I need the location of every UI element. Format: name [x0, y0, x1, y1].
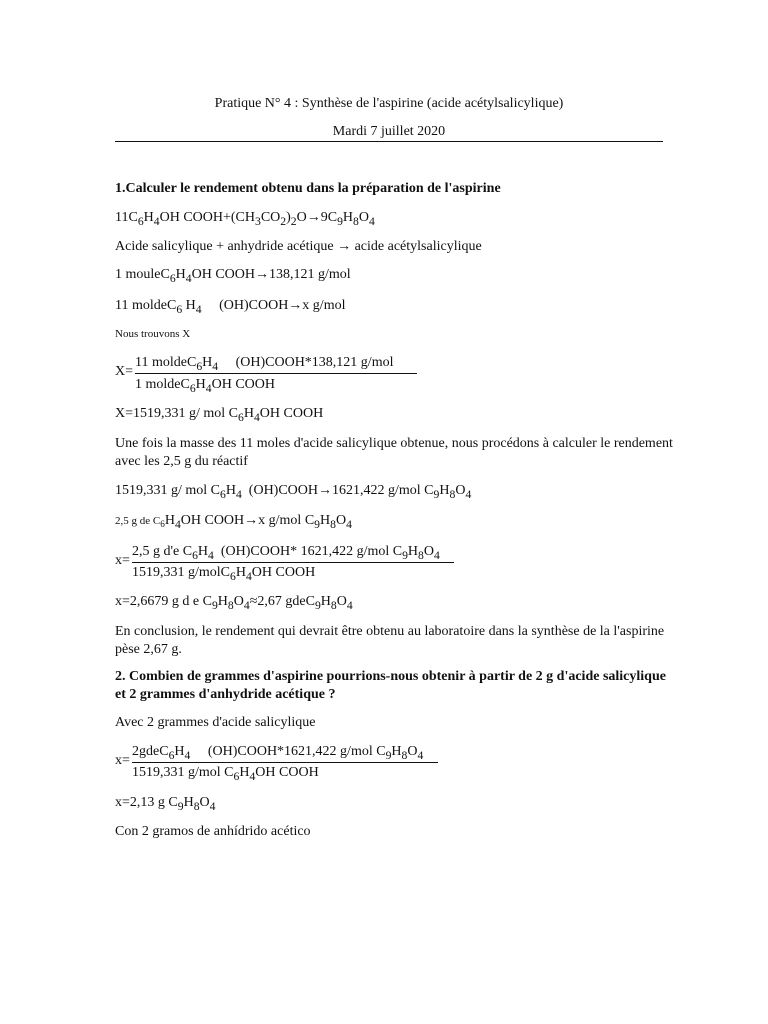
fraction-numerator: $2gdeC_6H_4$ (OH)COOH*1621,422 g/mol $C_9H_8O_4$ [132, 744, 424, 762]
reactant-line: 2,5 g de $C_6H_4OH$ COOH→x g/mol $C_9H_8O_4$ [115, 513, 352, 531]
result-x-3: x=2,13 g $C_9H_8O_4$ [115, 795, 216, 813]
document-date: Mardi 7 juillet 2020 [332, 124, 446, 139]
eleven-mole-line: 11 moldeC$_6$ $H_4$ (OH)COOH→x g/mol [115, 298, 346, 316]
paragraph-conclusion: En conclusion, le rendement qui devrait être obtenu au laboratoire dans la synthèse de la l'aspirine pèse 2,67 g. [115, 624, 665, 657]
fraction-denominator: 1 $moldeC_6H_4OH$ COOH [135, 377, 276, 395]
fraction-bar [132, 562, 454, 563]
fraction-numerator: 2,5 g d'e $C_6H_4$ (OH)COOH* 1621,422 g/mol $C_9H_8O_4$ [132, 544, 440, 562]
header-rule [115, 141, 663, 142]
document-title: Pratique N° 4 : Synthèse de l'aspirine (acide acétylsalicylique) [214, 96, 564, 111]
nous-trouvons-text: Nous trouvons X [115, 328, 191, 340]
fraction-label: x= [115, 553, 130, 568]
fraction-label: x= [115, 753, 130, 768]
con-text: Con 2 gramos de anhídrido acético [115, 824, 311, 839]
section1-heading: 1.Calculer le rendement obtenu dans la préparation de l'aspirine [115, 181, 501, 196]
fraction-bar [135, 373, 417, 374]
fraction-x-1 [115, 354, 415, 394]
molar-mass-line: 1 $mouleC_6H_4OH$ COOH→138,121 g/mol [115, 267, 351, 285]
result-x-1: X=1519,331 g/ mol $C_6H_4OH$ COOH [115, 406, 324, 424]
reaction-equation: $11C_6H_4OH$ $COOH+(CH_3CO_2)_2O\to 9C_9H_8O_4$ [115, 210, 375, 228]
result-x-2: x=2,6679 g d e $C_9H_8O_4\approx 2,67$ $gdeC_9H_8O_4$ [115, 594, 353, 612]
section2-heading: 2. Combien de grammes d'aspirine pourrions-nous obtenir à partir de 2 g d'acide salicylique et 2 grammes d'anhydride acétique ? [115, 669, 666, 702]
fraction-x-3 [115, 743, 445, 783]
fraction-label: X= [115, 364, 134, 379]
conversion-line: 1519,331 g/ mol $C_6H_4$ (OH)COOH→1621,422 g/mol $C_9H_8O_4$ [115, 483, 472, 501]
fraction-denominator: 1519,331 g/mol $C_6H_4OH$ COOH [132, 765, 319, 783]
reaction-words: Acide salicylique + anhydride acétique → acide acétylsalicylique [115, 239, 482, 254]
paragraph-rendement: Une fois la masse des 11 moles d'acide salicylique obtenue, nous procédons à calculer le rendement avec les 2,5 g du réactif [115, 436, 673, 469]
fraction-numerator: 11 $moldeC_6H_4$ (OH)COOH*138,121 g/mol [135, 355, 394, 373]
avec-text: Avec 2 grammes d'acide salicylique [115, 715, 316, 730]
fraction-x-2 [115, 543, 460, 583]
fraction-bar [132, 762, 438, 763]
fraction-denominator: 1519,331 $g/molC_6H_4OH$ COOH [132, 565, 316, 583]
